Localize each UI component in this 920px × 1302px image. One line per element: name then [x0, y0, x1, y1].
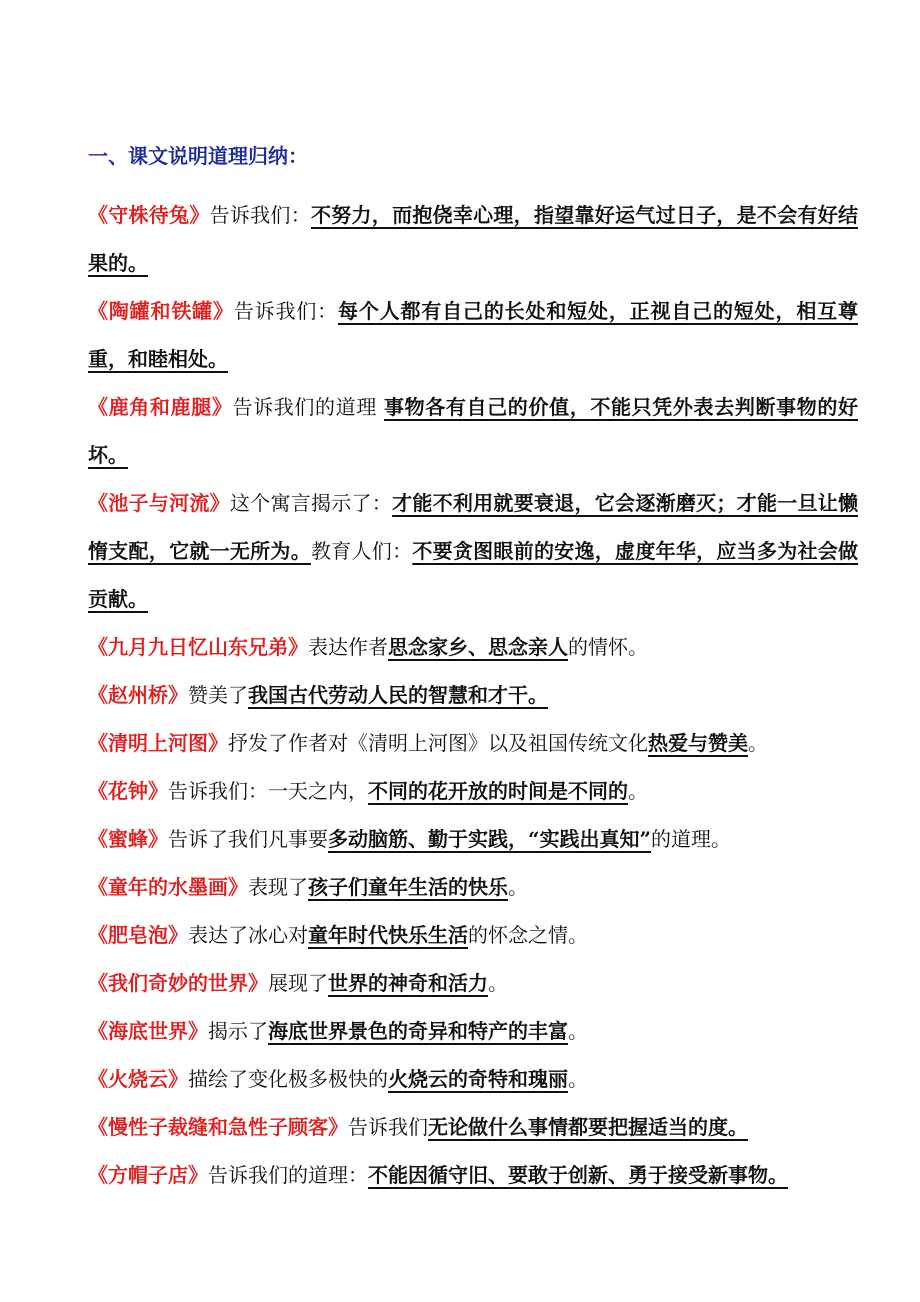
entry-huazhong [88, 767, 858, 815]
entry-fangmaozidian [88, 1151, 858, 1199]
entry-title: 《蜜蜂》 [88, 827, 168, 851]
entry-title: 《我们奇妙的世界》 [88, 971, 268, 995]
entry-tail: 。 [568, 1019, 588, 1043]
entry-key-point: 我国古代劳动人民的智慧和才干。 [248, 683, 548, 707]
entry-qingmingshanghetu [88, 719, 858, 767]
entry-verb: 告诉我们的道理： [208, 1163, 368, 1187]
entry-feizaopao [88, 911, 858, 959]
entry-verb: 告诉了我们凡事要 [168, 827, 328, 851]
entry-tongnian-shuimohua [88, 863, 858, 911]
entry-key-point: 孩子们童年生活的快乐 [308, 875, 508, 899]
entry-key-point: 每个人都有自己的长处和短处，正视自己的短处，相互尊重，和睦相处。 [88, 299, 859, 371]
entry-verb: 告诉我们的道理 [232, 395, 377, 419]
entry-key-point: 海底世界景色的奇异和特产的丰富 [268, 1019, 568, 1043]
entry-title: 《守株待兔》 [88, 203, 210, 227]
entry-tail: 。 [508, 875, 528, 899]
entry-tail: 的情怀。 [568, 635, 648, 659]
entry-key-point: 不同的花开放的时间是不同的 [368, 779, 628, 803]
entry-title: 《陶罐和铁罐》 [88, 299, 234, 323]
entry-verb: 告诉我们： [209, 203, 311, 227]
entry-mifeng [88, 815, 858, 863]
entry-title: 《海底世界》 [88, 1019, 208, 1043]
entry-tail: 。 [628, 779, 648, 803]
entry-qimiao-shijie [88, 959, 858, 1007]
entry-jiuyuejiuri [88, 623, 858, 671]
entry-key-point: 不能因循守旧、要敢于创新、勇于接受新事物。 [368, 1163, 788, 1187]
section-heading: 一、课文说明道理归纳： [88, 144, 308, 168]
entry-tail: 。 [748, 731, 768, 755]
entry-verb: 这个寓言揭示了： [229, 491, 393, 515]
entry-title: 《肥皂泡》 [88, 923, 188, 947]
entry-huoshaoyun [88, 1055, 858, 1103]
entry-verb: 告诉我们： [233, 299, 339, 323]
entry-title: 《鹿角和鹿腿》 [88, 395, 233, 419]
entry-haidi-shijie [88, 1007, 858, 1055]
entry-title: 《花钟》 [88, 779, 168, 803]
entry-key-point: 事物各有自己的价值，不能只凭外表去判断事物的好坏。 [88, 395, 859, 467]
entry-key-point: 热爱与赞美 [648, 731, 748, 755]
entry-title: 《赵州桥》 [88, 683, 188, 707]
entry-title: 《慢性子裁缝和急性子顾客》 [88, 1115, 348, 1139]
entry-zhaozhouqiao [88, 671, 858, 719]
entry-shouzhudaitu [88, 191, 858, 287]
entry-chizi-heliu [88, 479, 858, 623]
entry-tail: 。 [568, 1067, 588, 1091]
entry-mid: 教育人们： [310, 539, 413, 563]
entry-key-point: 思念家乡、思念亲人 [388, 635, 568, 659]
entry-verb: 告诉我们：一天之内， [168, 779, 368, 803]
entry-title: 《清明上河图》 [88, 731, 228, 755]
entry-verb: 告诉我们 [348, 1115, 428, 1139]
entry-title: 《九月九日忆山东兄弟》 [88, 635, 308, 659]
entry-key-point-2: 不要贪图眼前的安逸，虚度年华，应当多为社会做贡献。 [88, 539, 859, 611]
entry-verb: 表现了 [248, 875, 308, 899]
entry-verb: 抒发了作者对《清明上河图》以及祖国传统文化 [228, 731, 648, 755]
entry-title: 《池子与河流》 [88, 491, 230, 515]
entry-taoguan-tieguan [88, 287, 858, 383]
entry-verb: 表达了冰心对 [188, 923, 308, 947]
entry-title: 《方帽子店》 [88, 1163, 208, 1187]
document-page [88, 143, 858, 1199]
entry-verb: 描绘了变化极多极快的 [188, 1067, 388, 1091]
entry-tail: 。 [488, 971, 508, 995]
entry-verb: 表达作者 [308, 635, 388, 659]
entry-key-point: 无论做什么事情都要把握适当的度。 [428, 1115, 748, 1139]
entry-tail: 的怀念之情。 [468, 923, 588, 947]
entry-verb: 赞美了 [188, 683, 248, 707]
entry-lujiao-lutui [88, 383, 858, 479]
entry-key-point: 世界的神奇和活力 [328, 971, 488, 995]
entry-title: 《火烧云》 [88, 1067, 188, 1091]
entry-key-point: 火烧云的奇特和瑰丽 [388, 1067, 568, 1091]
entry-key-point: 不努力，而抱侥幸心理，指望靠好运气过日子，是不会有好结果的。 [88, 203, 859, 275]
entry-key-point: 多动脑筋、勤于实践，“实践出真知” [328, 827, 652, 851]
entry-tail: 的道理。 [651, 827, 732, 851]
entry-title: 《童年的水墨画》 [88, 875, 248, 899]
entry-manxingzi-jixingzi [88, 1103, 858, 1151]
entry-verb: 揭示了 [208, 1019, 268, 1043]
entry-key-point: 童年时代快乐生活 [308, 923, 468, 947]
entry-verb: 展现了 [268, 971, 328, 995]
entry-key-point: 才能不利用就要衰退，它会逐渐磨灭；才能一旦让懒惰支配，它就一无所为。 [88, 491, 859, 563]
